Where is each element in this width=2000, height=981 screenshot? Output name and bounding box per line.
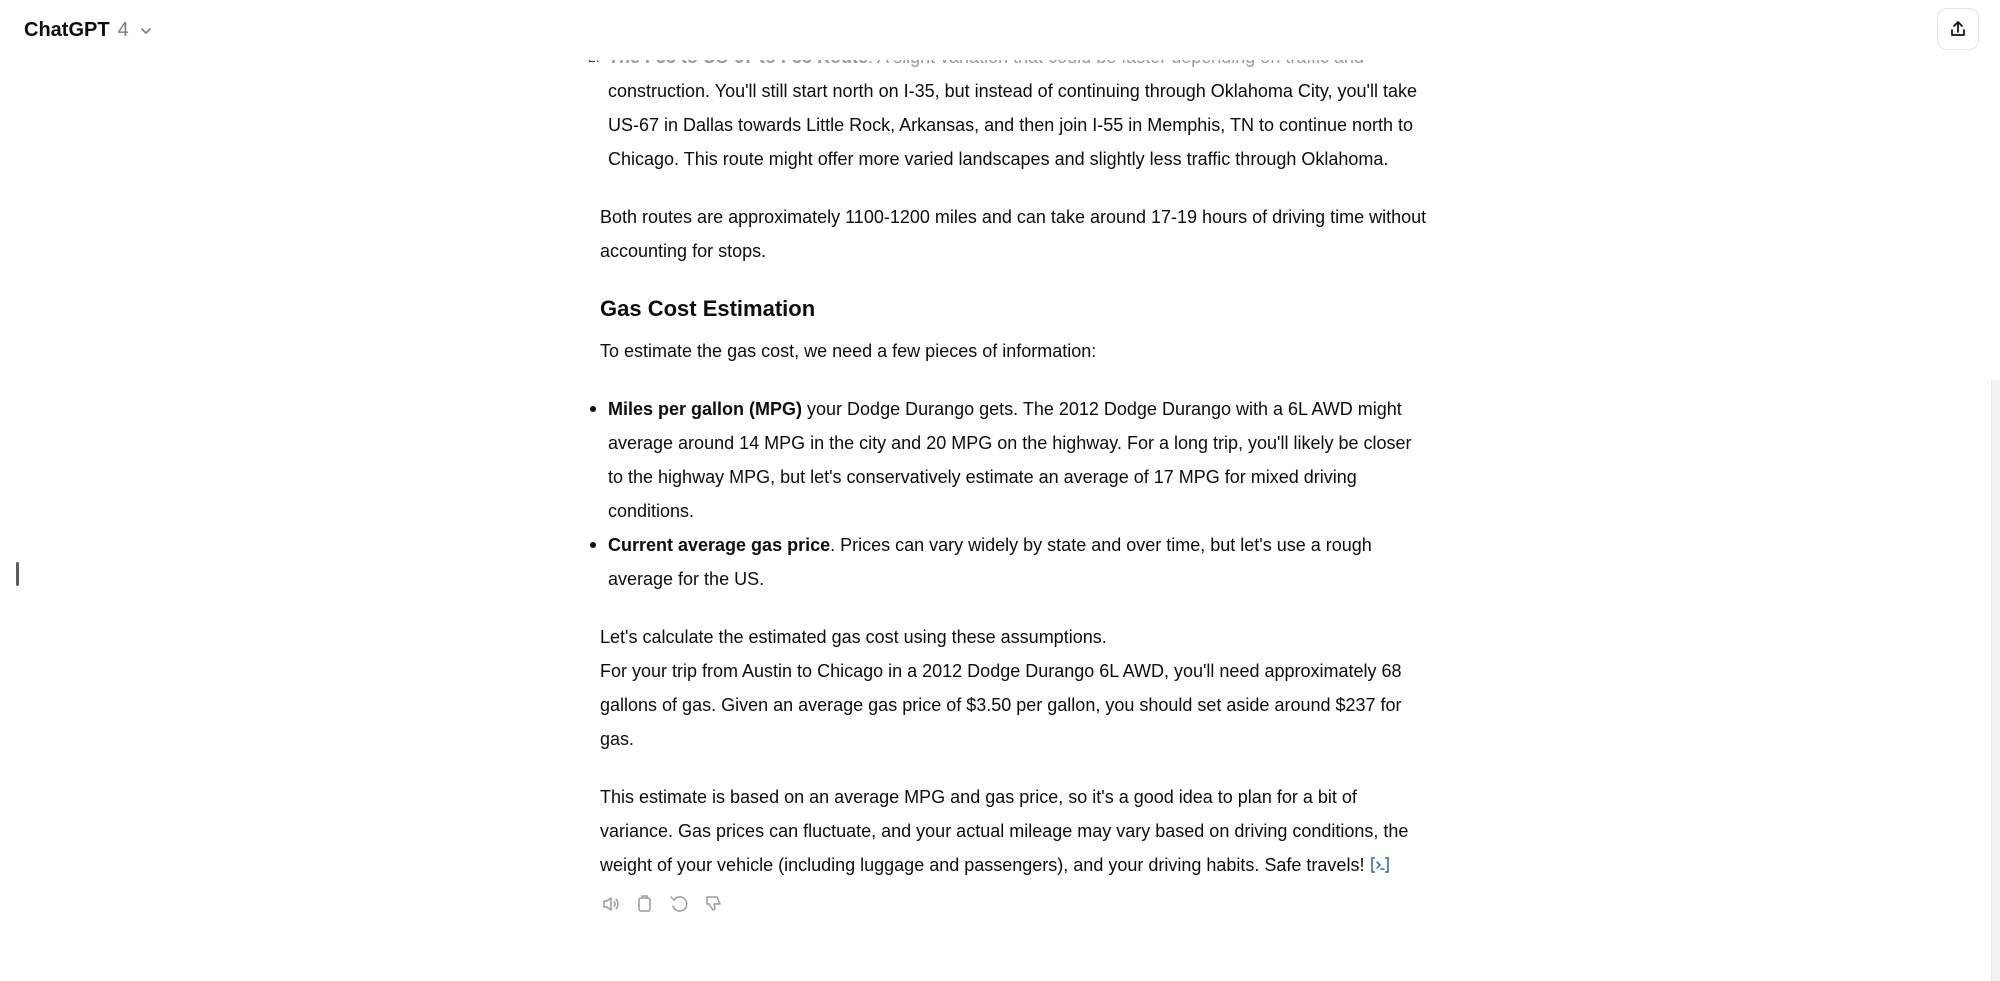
message-actions [600,894,1430,914]
route-list-item [600,40,1430,176]
bullet-price-label: Current average gas price [608,535,831,555]
bullet-price-text: . Prices can vary widely by state and over time, but let's use a rough average for the US. [608,535,1372,589]
copy-icon[interactable] [634,892,656,914]
share-button[interactable] [1937,8,1979,50]
thumbs-down-icon[interactable] [702,892,724,914]
bullet-item-gas-price [600,528,1430,596]
bullet-dot [590,542,596,548]
model-switcher[interactable] [14,12,163,48]
calc-result: For your trip from Austin to Chicago in a 2012 Dodge Durango 6L AWD, you'll need approximately 68 gallons of gas. Given an average gas price of $3.50 per gallon, you should set aside around $237 for gas. [600,661,1402,749]
routes-summary: Both routes are approximately 1100-1200 miles and can take around 17-19 hours of driving time without accounting for stops. [600,207,1427,261]
scrollbar[interactable] [1991,380,2000,981]
code-interpreter-icon[interactable] [1368,855,1392,875]
regenerate-icon[interactable] [668,892,690,914]
sidebar-toggle-handle[interactable] [16,562,19,586]
gas-cost-heading: Gas Cost Estimation [600,296,816,321]
closing-paragraph [600,780,1430,882]
bullet-mpg-text: your Dodge Durango gets. The 2012 Dodge Durango with a 6L AWD might average around 14 MPG in the city and 20 MPG on the highway. For a long trip, you'll likely be closer to the highway MPG, but let's conservatively estimate an average of 17 MPG for mixed driving conditions. [608,399,1412,521]
model-version: 4 [117,18,129,41]
chevron-down-icon [139,24,153,38]
model-name: ChatGPT [24,18,110,41]
calc-intro: Let's calculate the estimated gas cost using these assumptions. [600,627,1107,647]
bullet-item-mpg [600,392,1430,528]
read-aloud-icon[interactable] [600,892,622,914]
bullet-mpg-label: Miles per gallon (MPG) [608,399,803,419]
route-description: construction. You'll still start north on I-35, but instead of continuing through Oklahoma City, you'll take US-67 in Dallas towards Little Rock, Arkansas, and then join I-55 in Memphis, TN to continue north to Chicago. This route might offer more varied landscapes and slightly less traffic through Oklahoma. [608,81,1417,169]
assistant-message [600,40,1430,914]
gas-intro: To estimate the gas cost, we need a few pieces of information: [600,341,1097,361]
closing-text: This estimate is based on an average MPG and gas price, so it's a good idea to plan for a bit of variance. Gas prices can fluctuate, and your actual mileage may vary based on driving conditions, the weight of your vehicle (including luggage and passengers), and your driving habits. Safe travels! [600,787,1409,875]
top-bar [0,0,2000,60]
bullet-dot [590,406,596,412]
share-icon [1948,19,1968,39]
